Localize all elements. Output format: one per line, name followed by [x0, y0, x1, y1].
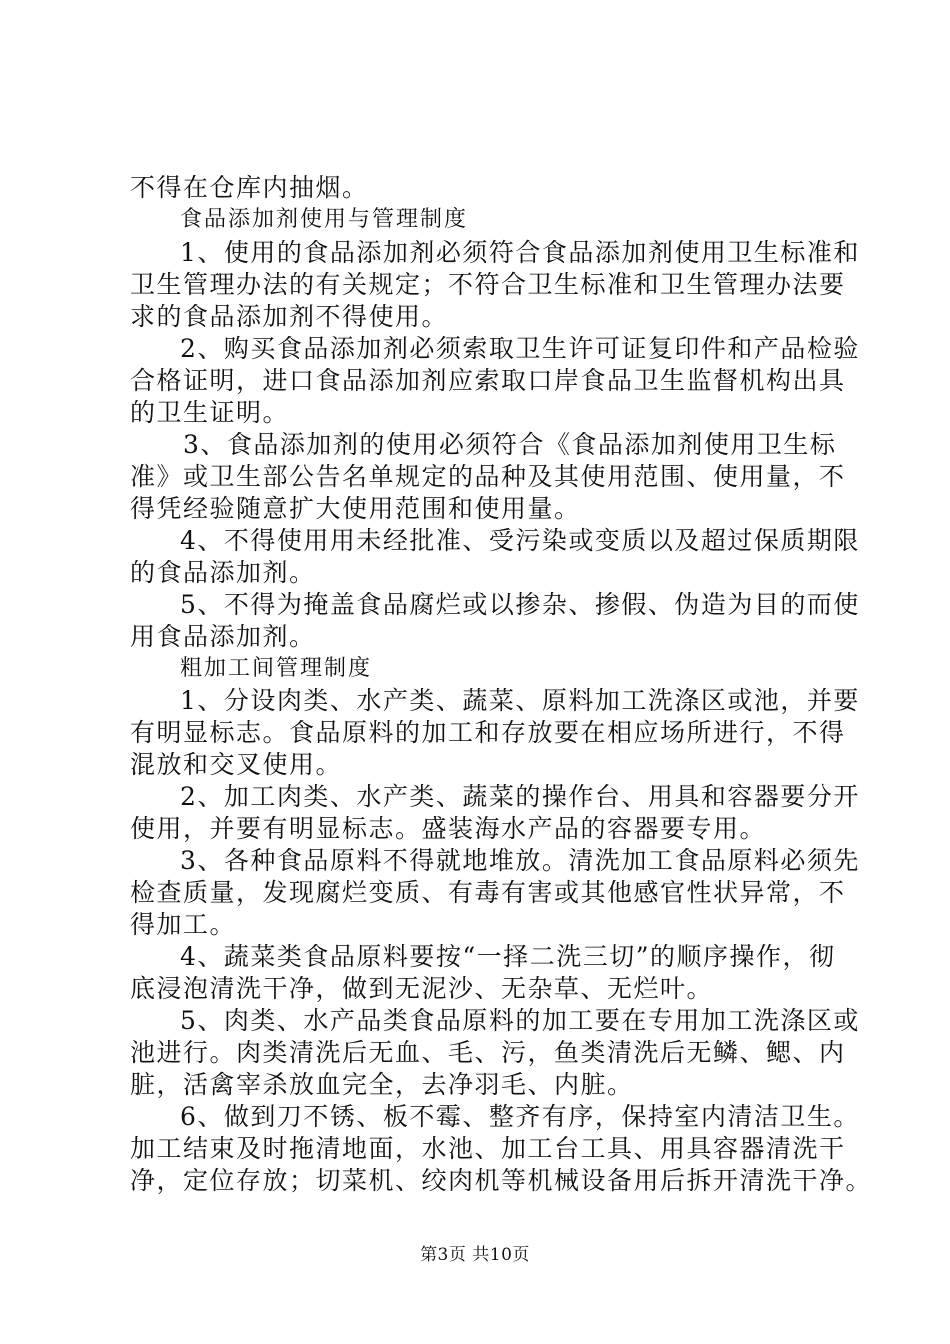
- text-line: 检查质量，发现腐烂变质、有毒有害或其他感官性状异常，不: [130, 878, 846, 907]
- text-line: 3、食品添加剂的使用必须符合《食品添加剂使用卫生标: [183, 430, 837, 459]
- text-line: 净，定位存放；切菜机、绞肉机等机械设备用后拆开清洗干净。: [130, 1166, 873, 1195]
- text-line: 3、各种食品原料不得就地堆放。清洗加工食品原料必须先: [180, 846, 860, 875]
- text-line: 5、不得为掩盖食品腐烂或以掺杂、掺假、伪造为目的而使: [180, 590, 860, 619]
- text-line: 1、使用的食品添加剂必须符合食品添加剂使用卫生标准和: [180, 238, 860, 267]
- page-number: 第3页 共10页: [420, 1245, 530, 1265]
- text-line: 5、肉类、水产品类食品原料的加工要在专用加工洗涤区或: [180, 1006, 860, 1035]
- text-line: 卫生管理办法的有关规定；不符合卫生标准和卫生管理办法要: [130, 270, 846, 299]
- text-line: 准》或卫生部公告名单规定的品种及其使用范围、使用量，不: [130, 462, 846, 491]
- section-title: 粗加工间管理制度: [180, 656, 373, 681]
- text-line: 1、分设肉类、水产类、蔬菜、原料加工洗涤区或池，并要: [180, 686, 860, 715]
- text-line: 的食品添加剂。: [130, 558, 316, 587]
- text-line: 使用，并要有明显标志。盛装海水产品的容器要专用。: [130, 814, 767, 843]
- text-line: 用食品添加剂。: [130, 622, 316, 651]
- text-line: 加工结束及时拖清地面，水池、加工台工具、用具容器清洗干: [130, 1134, 846, 1163]
- text-line: 4、不得使用用未经批准、受污染或变质以及超过保质期限: [180, 526, 860, 555]
- text-line: 4、蔬菜类食品原料要按“一择二洗三切”的顺序操作，彻: [180, 942, 836, 971]
- text-line: 混放和交叉使用。: [130, 750, 343, 779]
- text-line: 脏，活禽宰杀放血完全，去净羽毛、内脏。: [130, 1070, 634, 1099]
- text-line: 的卫生证明。: [130, 398, 290, 427]
- text-line: 2、购买食品添加剂必须索取卫生许可证复印件和产品检验: [180, 334, 860, 363]
- text-line: 有明显标志。食品原料的加工和存放要在相应场所进行，不得: [130, 718, 846, 747]
- section-title: 食品添加剂使用与管理制度: [180, 207, 469, 232]
- text-line: 得凭经验随意扩大使用范围和使用量。: [130, 494, 581, 523]
- text-line: 求的食品添加剂不得使用。: [130, 302, 449, 331]
- text-line: 2、加工肉类、水产类、蔬菜的操作台、用具和容器要分开: [180, 782, 860, 811]
- text-line: 不得在仓库内抽烟。: [130, 173, 369, 202]
- text-line: 合格证明，进口食品添加剂应索取口岸食品卫生监督机构出具: [130, 366, 846, 395]
- text-line: 得加工。: [130, 910, 237, 939]
- text-line: 池进行。肉类清洗后无血、毛、污，鱼类清洗后无鳞、鳃、内: [130, 1038, 846, 1067]
- text-line: 6、做到刀不锈、板不霉、整齐有序，保持室内清洁卫生。: [180, 1102, 860, 1131]
- text-line: 底浸泡清洗干净，做到无泥沙、无杂草、无烂叶。: [130, 974, 714, 1003]
